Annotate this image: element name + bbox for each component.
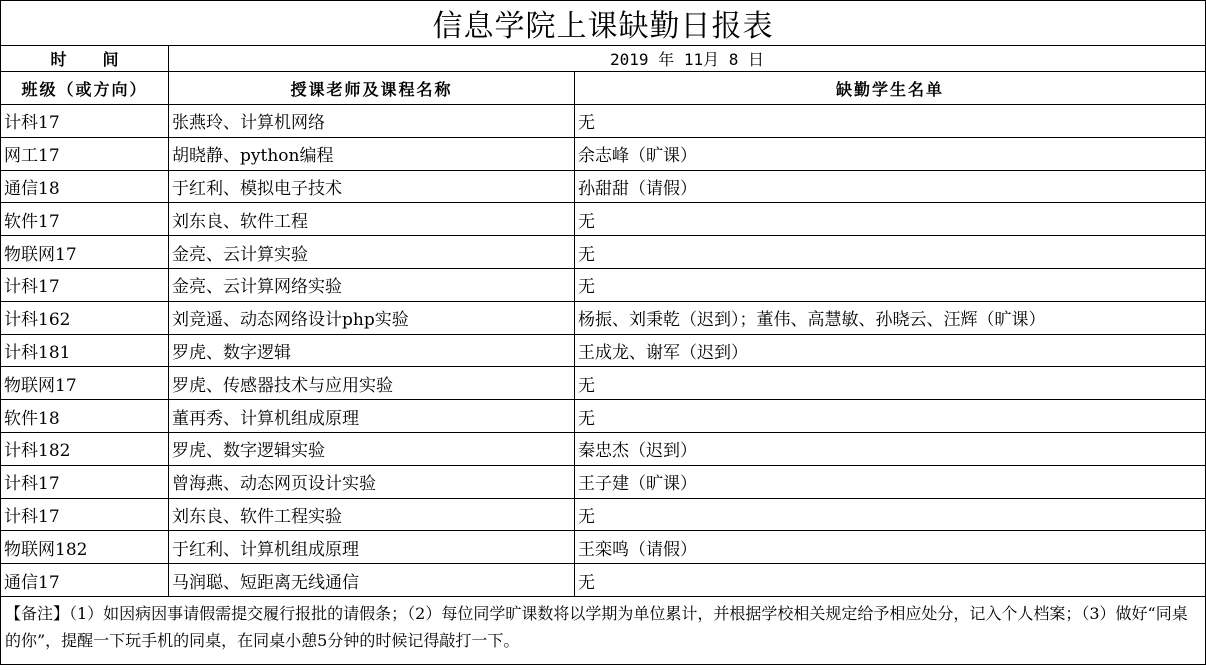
header-teacher-course: 授课老师及课程名称 — [169, 72, 575, 105]
time-label-char-2: 间 — [102, 50, 119, 69]
cell-absent-students: 王成龙、谢军（迟到） — [575, 334, 1206, 367]
cell-absent-students: 无 — [575, 105, 1206, 138]
title-row — [1, 1, 1206, 46]
cell-class: 软件18 — [1, 400, 169, 433]
cell-class: 计科17 — [1, 105, 169, 138]
table-row — [1, 498, 1206, 531]
cell-absent-students: 杨振、刘秉乾（迟到）；董伟、高慧敏、孙晓云、汪辉（旷课） — [575, 301, 1206, 334]
header-class: 班级（或方向） — [1, 72, 169, 105]
cell-teacher-course: 刘东良、软件工程实验 — [169, 498, 575, 531]
cell-absent-students: 无 — [575, 564, 1206, 597]
cell-class: 计科17 — [1, 268, 169, 301]
cell-teacher-course: 刘东良、软件工程 — [169, 203, 575, 236]
table-row — [1, 400, 1206, 433]
cell-class: 计科17 — [1, 498, 169, 531]
remark-row — [1, 596, 1206, 664]
table-row — [1, 268, 1206, 301]
cell-teacher-course: 于红利、计算机组成原理 — [169, 531, 575, 564]
cell-teacher-course: 张燕玲、计算机网络 — [169, 105, 575, 138]
cell-absent-students: 秦忠杰（迟到） — [575, 432, 1206, 465]
cell-absent-students: 无 — [575, 367, 1206, 400]
table-row — [1, 367, 1206, 400]
cell-absent-students: 余志峰（旷课） — [575, 137, 1206, 170]
table-row — [1, 334, 1206, 367]
table-row — [1, 465, 1206, 498]
cell-absent-students: 孙甜甜（请假） — [575, 170, 1206, 203]
cell-class: 通信18 — [1, 170, 169, 203]
time-label-char-1: 时 — [50, 50, 67, 69]
cell-absent-students: 无 — [575, 236, 1206, 269]
header-absent-students: 缺勤学生名单 — [575, 72, 1206, 105]
cell-teacher-course: 金亮、云计算实验 — [169, 236, 575, 269]
cell-teacher-course: 曾海燕、动态网页设计实验 — [169, 465, 575, 498]
time-label — [1, 46, 169, 72]
table-row — [1, 564, 1206, 597]
table-row — [1, 531, 1206, 564]
time-row — [1, 46, 1206, 72]
cell-class: 计科17 — [1, 465, 169, 498]
cell-teacher-course: 于红利、模拟电子技术 — [169, 170, 575, 203]
cell-absent-students: 无 — [575, 400, 1206, 433]
remark-note: 【备注】（1）如因病因事请假需提交履行报批的请假条；（2）每位同学旷课数将以学期为单位累计，并根据学校相关规定给予相应处分，记入个人档案；（3）做好“同桌的你”，提醒一下玩手机的同桌，在同桌小憩5分钟的时候记得敲打一下。 — [1, 596, 1206, 664]
column-header-row — [1, 72, 1206, 105]
cell-teacher-course: 刘竞遥、动态网络设计php实验 — [169, 301, 575, 334]
table-row — [1, 170, 1206, 203]
table-row — [1, 432, 1206, 465]
cell-teacher-course: 董再秀、计算机组成原理 — [169, 400, 575, 433]
cell-teacher-course: 金亮、云计算网络实验 — [169, 268, 575, 301]
cell-class: 软件17 — [1, 203, 169, 236]
table-row — [1, 137, 1206, 170]
table-row — [1, 203, 1206, 236]
table-row — [1, 236, 1206, 269]
cell-teacher-course: 罗虎、数字逻辑实验 — [169, 432, 575, 465]
report-title: 信息学院上课缺勤日报表 — [1, 1, 1206, 46]
table-row — [1, 301, 1206, 334]
table-row — [1, 105, 1206, 138]
cell-teacher-course: 罗虎、数字逻辑 — [169, 334, 575, 367]
cell-class: 计科181 — [1, 334, 169, 367]
cell-absent-students: 王子建（旷课） — [575, 465, 1206, 498]
cell-teacher-course: 罗虎、传感器技术与应用实验 — [169, 367, 575, 400]
cell-class: 通信17 — [1, 564, 169, 597]
cell-class: 计科162 — [1, 301, 169, 334]
cell-class: 物联网17 — [1, 367, 169, 400]
cell-absent-students: 无 — [575, 498, 1206, 531]
cell-absent-students: 王栾鸣（请假） — [575, 531, 1206, 564]
cell-class: 网工17 — [1, 137, 169, 170]
cell-absent-students: 无 — [575, 203, 1206, 236]
report-date: 2019 年 11月 8 日 — [169, 46, 1206, 72]
cell-teacher-course: 马润聪、短距离无线通信 — [169, 564, 575, 597]
cell-class: 计科182 — [1, 432, 169, 465]
cell-absent-students: 无 — [575, 268, 1206, 301]
cell-teacher-course: 胡晓静、python编程 — [169, 137, 575, 170]
cell-class: 物联网17 — [1, 236, 169, 269]
cell-class: 物联网182 — [1, 531, 169, 564]
